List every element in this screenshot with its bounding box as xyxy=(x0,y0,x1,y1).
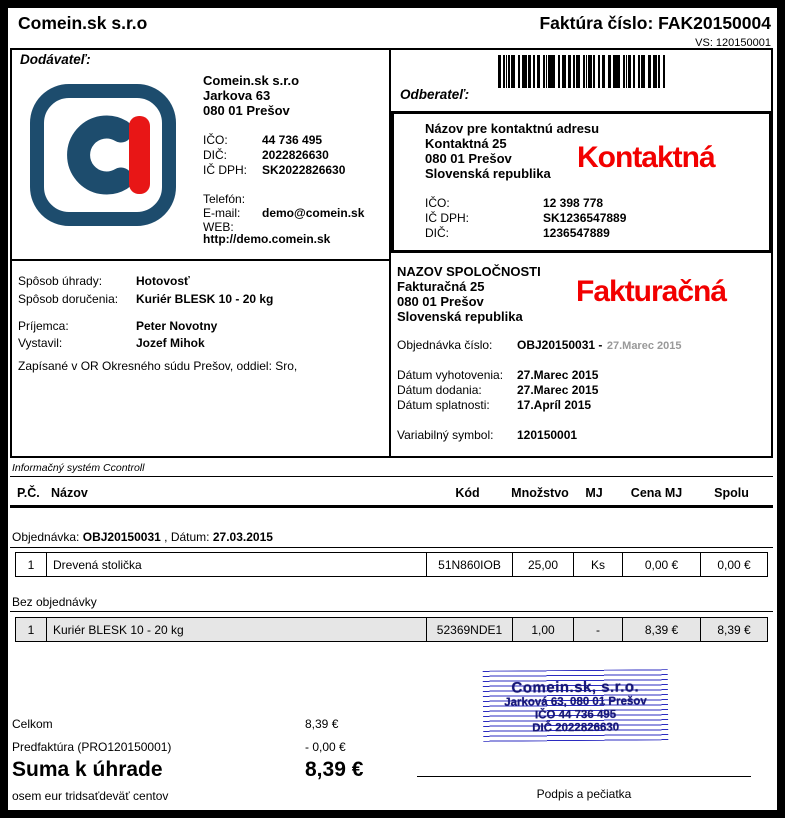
order-group-rule xyxy=(10,547,773,548)
delivery-date-value: 27.Marec 2015 xyxy=(517,383,599,397)
total-due-value: 8,39 € xyxy=(305,758,364,781)
item-row-unit: - xyxy=(574,618,623,641)
delivery-date-label: Dátum dodania: xyxy=(397,383,482,397)
barcode xyxy=(498,55,666,88)
supplier-email-label: E-mail: xyxy=(203,206,241,220)
recipient-label: Príjemca: xyxy=(18,319,69,333)
issued-by-row xyxy=(18,334,205,352)
item-row-name: Drevená stolička xyxy=(47,553,427,576)
signature-line xyxy=(417,776,751,777)
order-number-value: OBJ20150031 - xyxy=(517,338,603,352)
item-row-total: 8,39 € xyxy=(717,622,751,637)
supplier-street: Jarkova 63 xyxy=(203,88,271,103)
supplier-icdph-value: SK2022826630 xyxy=(262,163,346,177)
supplier-name: Comein.sk s.r.o xyxy=(203,73,300,88)
supplier-web-label: WEB: xyxy=(203,220,234,234)
contact-city: 080 01 Prešov xyxy=(425,151,512,166)
subtotal-label: Celkom xyxy=(12,717,53,731)
table-header-mnozstvo: Množstvo xyxy=(511,486,569,500)
contact-icdph-label: IČ DPH: xyxy=(425,211,470,225)
contact-dic-value: 1236547889 xyxy=(543,226,610,240)
table-header-kod: Kód xyxy=(455,486,480,500)
issue-date-value: 27.Marec 2015 xyxy=(517,368,599,382)
proforma-value: - 0,00 € xyxy=(305,740,346,754)
supplier-icdph-row xyxy=(203,161,345,179)
item-row-total: 0,00 € xyxy=(717,557,751,572)
supplier-dic-value: 2022826630 xyxy=(262,148,329,162)
item-row xyxy=(15,617,768,642)
header-company-name: Comein.sk s.r.o xyxy=(18,13,148,33)
supplier-phone-label: Telefón: xyxy=(203,192,246,206)
column-divider xyxy=(389,48,391,458)
no-order-group-rule xyxy=(10,611,773,612)
supplier-city: 080 01 Prešov xyxy=(203,103,290,118)
due-date-label: Dátum splatnosti: xyxy=(397,398,490,412)
contact-watermark: Kontaktná xyxy=(577,141,715,174)
table-header-mj: MJ xyxy=(585,486,603,500)
stamp-line-2: Jarková 63, 080 01 Prešov xyxy=(504,695,647,709)
issued-by-label: Vystavil: xyxy=(18,336,63,350)
variable-symbol-label: Variabilný symbol: xyxy=(397,428,494,442)
table-header-nazov: Názov xyxy=(51,486,88,500)
supplier-dic-label: DIČ: xyxy=(203,148,227,162)
item-row-index: 1 xyxy=(16,618,47,641)
payment-method-row xyxy=(18,272,190,290)
order-number-label: Objednávka číslo: xyxy=(397,338,493,352)
table-header-pc: P.Č. xyxy=(17,486,40,500)
supplier-payment-divider xyxy=(10,259,390,261)
order-group-mid: , Dátum: xyxy=(164,530,210,544)
contact-icdph-value: SK1236547889 xyxy=(543,211,627,225)
recipient-row xyxy=(18,317,217,335)
stamp-line-4: DIČ 2022826630 xyxy=(532,721,620,735)
item-row-code: 51N860IOB xyxy=(427,553,513,576)
supplier-ico-value: 44 736 495 xyxy=(262,133,323,147)
item-row-qty: 1,00 xyxy=(513,618,574,641)
payment-method-label: Spôsob úhrady: xyxy=(18,274,103,288)
table-header-cena-mj: Cena MJ xyxy=(630,486,683,500)
billing-street: Fakturačná 25 xyxy=(397,279,485,294)
supplier-ico-label: IČO: xyxy=(203,133,228,147)
issue-date-label: Dátum vyhotovenia: xyxy=(397,368,504,382)
item-row-unit-price: 8,39 € xyxy=(623,618,701,641)
signature-label: Podpis a pečiatka xyxy=(536,787,632,801)
table-top-rule xyxy=(10,476,773,477)
delivery-method-value: Kuriér BLESK 10 - 20 kg xyxy=(136,292,274,306)
order-group-prefix: Objednávka: xyxy=(12,530,80,544)
order-group-date: 27.03.2015 xyxy=(212,530,273,544)
header-invoice-number: Faktúra číslo: FAK20150004 xyxy=(539,13,771,33)
order-group-number: OBJ20150031 xyxy=(82,530,161,544)
item-row-unit-price: 0,00 € xyxy=(623,553,701,576)
billing-city: 080 01 Prešov xyxy=(397,294,484,309)
subtotal-value: 8,39 € xyxy=(305,717,339,731)
total-due-label: Suma k úhrade xyxy=(12,758,163,781)
company-logo-icon xyxy=(28,80,178,230)
table-header-row xyxy=(15,486,768,500)
supplier-icdph-label: IČ DPH: xyxy=(203,163,248,177)
billing-watermark: Fakturačná xyxy=(576,275,727,308)
delivery-method-label: Spôsob doručenia: xyxy=(18,292,119,306)
supplier-email-value: demo@comein.sk xyxy=(262,206,365,220)
item-row-qty: 25,00 xyxy=(513,553,574,576)
billing-name: NAZOV SPOLOČNOSTI xyxy=(397,264,541,279)
item-row-unit: Ks xyxy=(574,553,623,576)
stamp-line-1: Comein.sk, s.r.o. xyxy=(511,678,640,697)
contact-country: Slovenská republika xyxy=(425,166,551,181)
contact-dic-row xyxy=(425,224,610,242)
due-date-row xyxy=(397,396,591,414)
variable-symbol-value: 120150001 xyxy=(517,428,578,442)
table-header-spolu: Spolu xyxy=(714,486,749,500)
order-date-value: 27.Marec 2015 xyxy=(606,340,682,352)
supplier-section-label: Dodávateľ: xyxy=(20,52,91,67)
billing-country: Slovenská republika xyxy=(397,309,523,324)
payment-method-value: Hotovosť xyxy=(136,274,190,288)
due-date-value: 17.Apríl 2015 xyxy=(517,398,592,412)
system-note: Informačný systém Ccontroll xyxy=(12,462,145,474)
customer-section-label: Odberateľ: xyxy=(400,87,470,102)
item-row-name: Kuriér BLESK 10 - 20 kg xyxy=(47,618,427,641)
order-group-title xyxy=(12,530,273,544)
header-vs-number: VS: 120150001 xyxy=(695,37,771,49)
amount-in-words: osem eur tridsaťdeväť centov xyxy=(12,789,169,803)
registry-note: Zapísané v OR Okresného súdu Prešov, oddiel: Sro, xyxy=(18,359,298,373)
contact-street: Kontaktná 25 xyxy=(425,136,507,151)
stamp-line-3: IČO 44 736 495 xyxy=(534,708,617,722)
order-number-row xyxy=(397,336,681,354)
item-row xyxy=(15,552,768,577)
contact-name: Názov pre kontaktnú adresu xyxy=(425,121,600,136)
variable-symbol-row xyxy=(397,426,577,444)
issued-by-value: Jozef Mihok xyxy=(136,336,205,350)
company-stamp xyxy=(483,669,669,742)
item-row-code: 52369NDE1 xyxy=(427,618,513,641)
contact-dic-label: DIČ: xyxy=(425,226,449,240)
recipient-value: Peter Novotny xyxy=(136,319,218,333)
item-row-index: 1 xyxy=(16,553,47,576)
proforma-label: Predfaktúra (PRO120150001) xyxy=(12,740,172,754)
table-header-rule xyxy=(10,505,773,508)
contact-ico-value: 12 398 778 xyxy=(543,196,604,210)
delivery-method-row xyxy=(18,290,273,308)
supplier-web-url: http://demo.comein.sk xyxy=(203,232,331,246)
contact-ico-label: IČO: xyxy=(425,196,450,210)
no-order-group-title: Bez objednávky xyxy=(12,595,97,609)
